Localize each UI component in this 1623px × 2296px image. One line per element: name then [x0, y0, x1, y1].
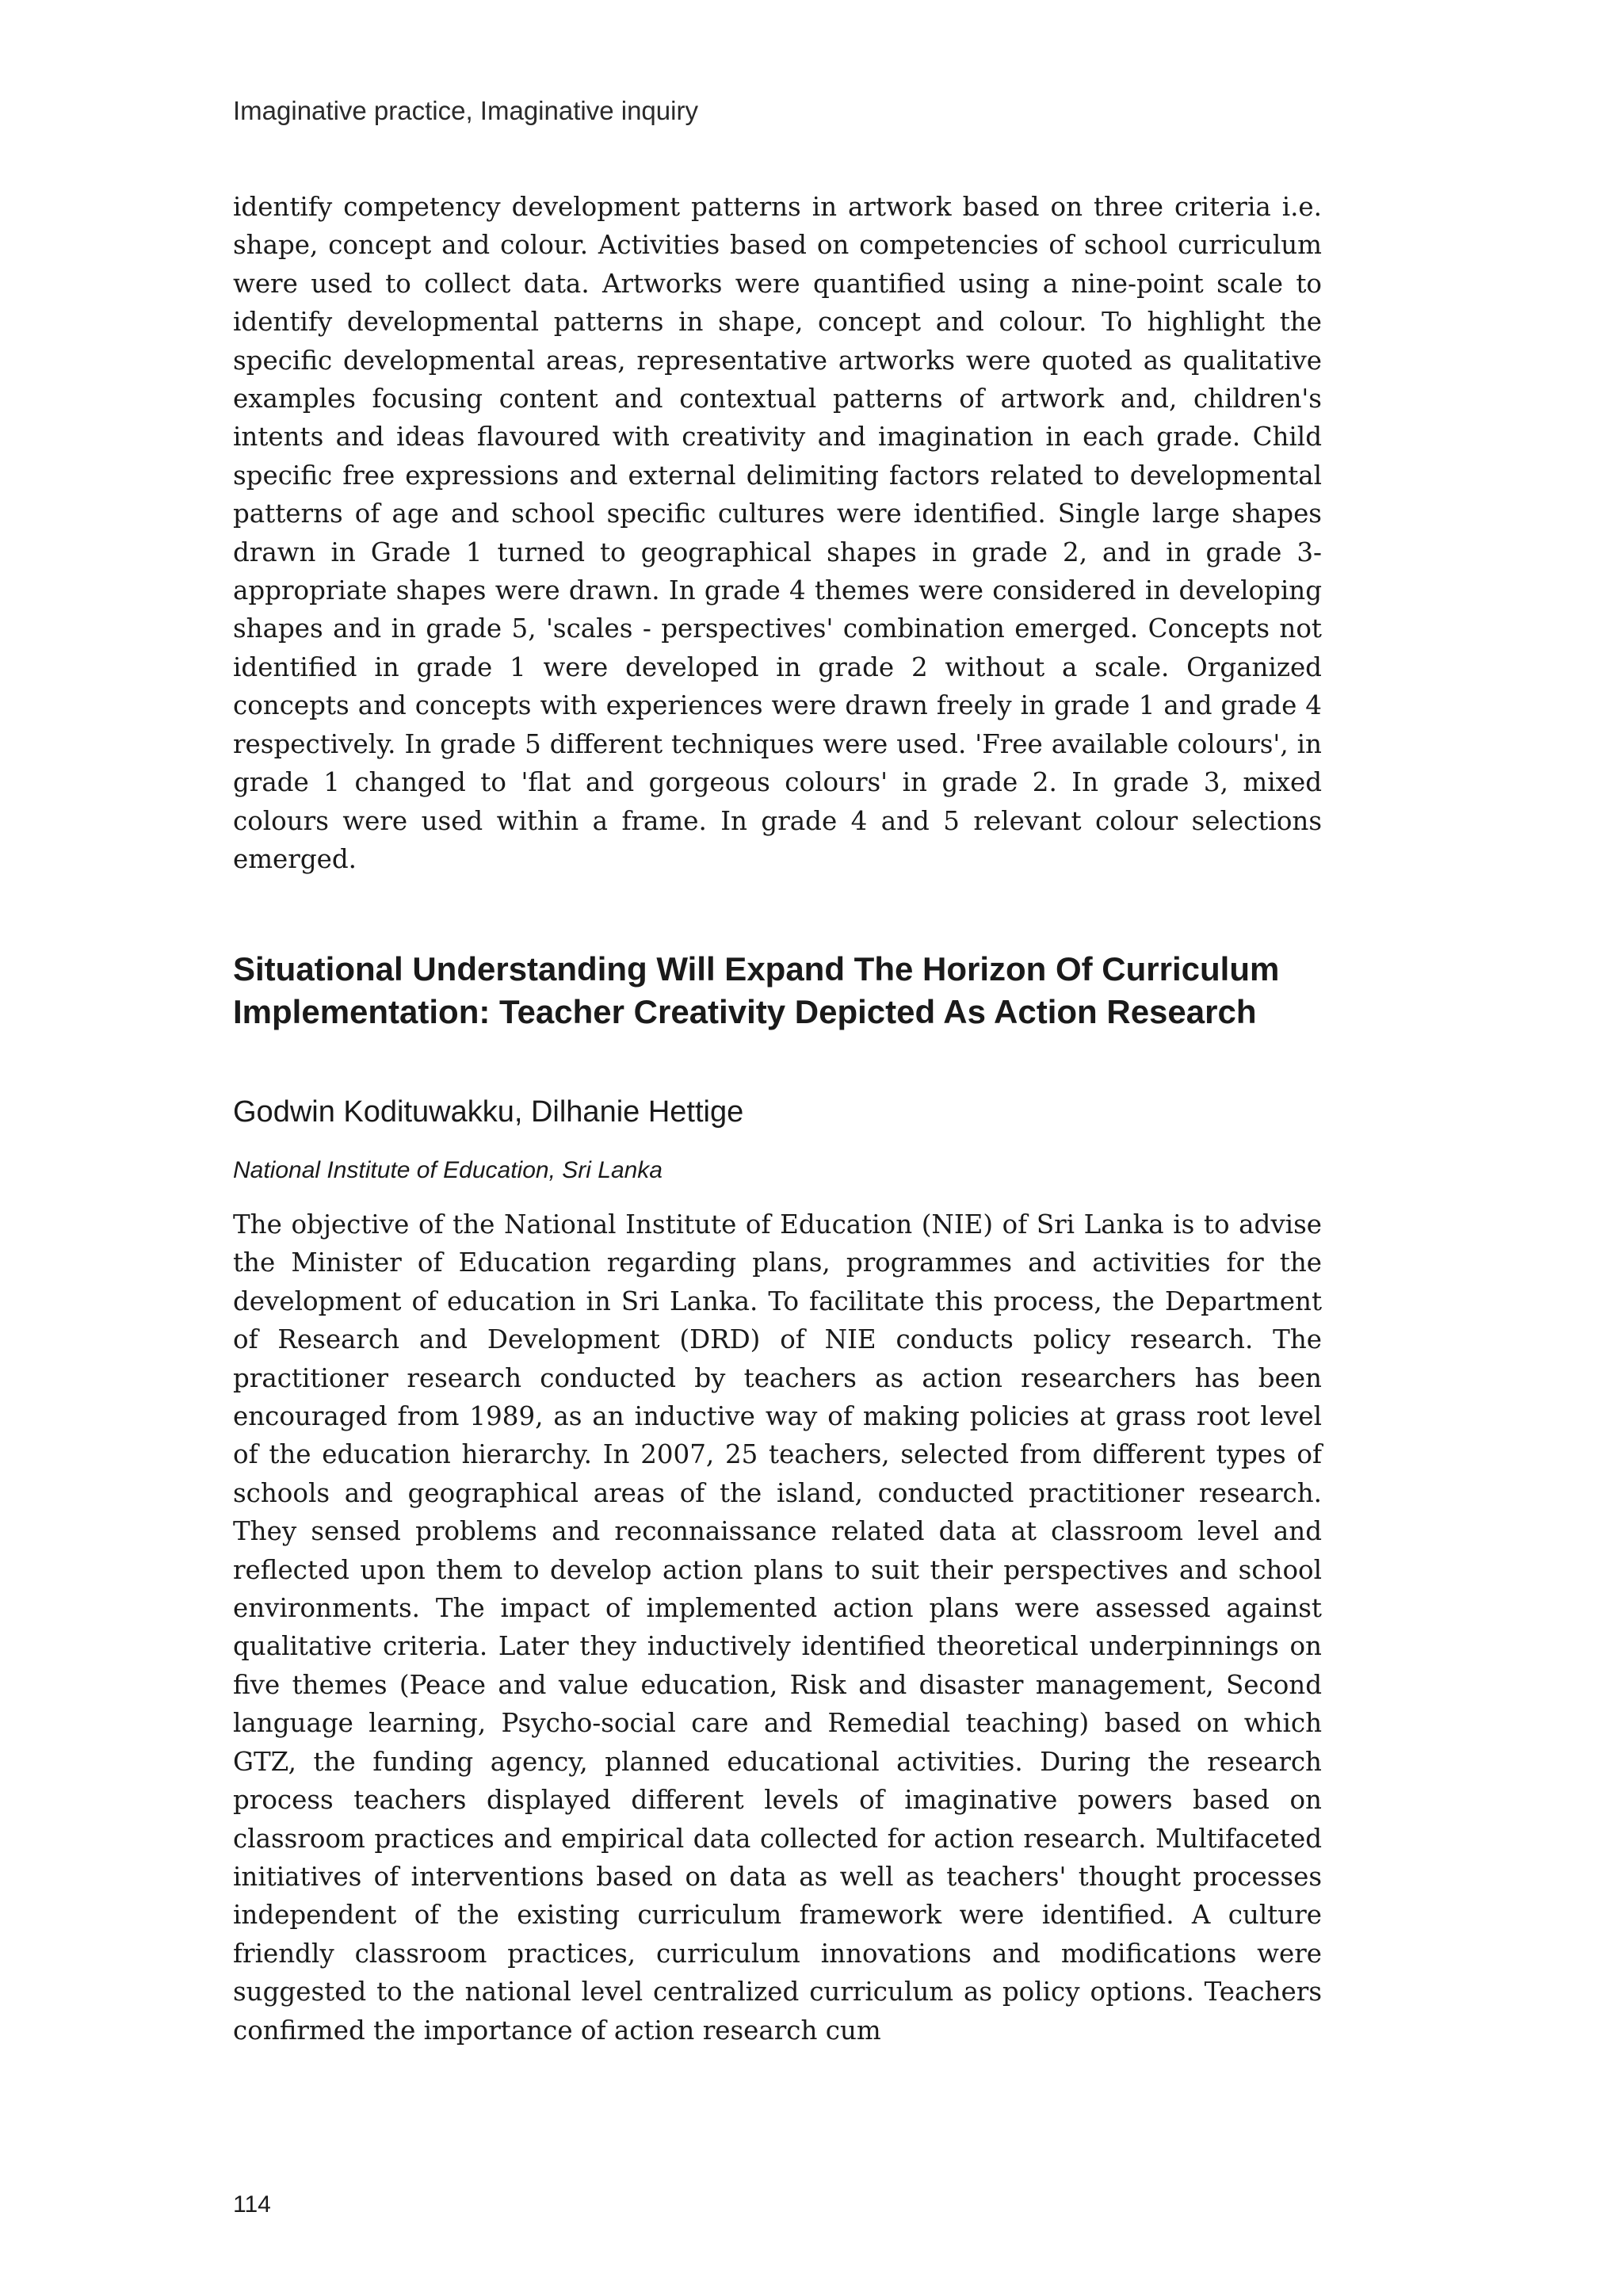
abstract-paragraph: The objective of the National Institute of Education (NIE) of Sri Lanka is to advise the Minister of Education regarding plans, programmes and activities for the development of education in Sri Lanka. To facilitate this process, the Department of Research and Development (DRD) of NIE conducts policy research. The practitioner research conducted by teachers as action researchers has been encouraged from 1989, as an inductive way of making policies at grass root level of the education hierarchy. In 2007, 25 teachers, selected from different types of schools and geographical areas of the island, conducted practitioner research. They sensed problems and reconnaissance related data at classroom level and reflected upon them to develop action plans to suit their perspectives and school environments. The impact of implemented action plans were assessed against qualitative criteria. Later they inductively identified theoretical underpinnings on five themes (Peace and value education, Risk and disaster management, Second language learning, Psycho-social care and Remedial teaching) based on which GTZ, the funding agency, planned educational activities. During the research process teachers displayed different levels of imaginative powers based on classroom practices and empirical data collected for action research. Multifaceted initiatives of interventions based on data as well as teachers' thought processes independent of the existing curriculum framework were identified. A culture friendly classroom practices, curriculum innovations and modifications were suggested to the national level centralized curriculum as policy options. Teachers confirmed the importance of action research cum [233, 1209, 1322, 2046]
running-header: Imaginative practice, Imaginative inquiry [233, 96, 698, 125]
continuation-paragraph: identify competency development patterns in artwork based on three criteria i.e. shape, concept and colour. Activities based on competencies of school curriculum were used to collect data. Artworks were quantified using a nine-point scale to identify developmental patterns in shape, concept and colour. To highlight the specific developmental areas, representative artworks were quoted as qualitative examples focusing content and contextual patterns of artwork and, children's intents and ideas flavoured with creativity and imagination in each grade. Child specific free expressions and external delimiting factors related to developmental patterns of age and school specific cultures were identified. Single large shapes drawn in Grade 1 turned to geographical shapes in grade 2, and in grade 3- appropriate shapes were drawn. In grade 4 themes were considered in developing shapes and in grade 5, 'scales - perspectives' combination emerged. Concepts not identified in grade 1 were developed in grade 2 without a scale. Organized concepts and concepts with experiences were drawn freely in grade 1 and grade 4 respectively. In grade 5 different techniques were used. 'Free available colours', in grade 1 changed to 'flat and gorgeous colours' in grade 2. In grade 3, mixed colours were used within a frame. In grade 4 and 5 relevant colour selections emerged. [233, 192, 1322, 874]
section-authors: Godwin Kodituwakku, Dilhanie Hettige [233, 1095, 744, 1129]
page-number: 114 [233, 2191, 271, 2218]
section-affiliation: National Institute of Education, Sri Lanka [233, 1157, 663, 1183]
section-title: Situational Understanding Will Expand The Horizon Of Curriculum Implementation: Teacher Creativity Depicted As Action Research [233, 950, 1280, 1030]
